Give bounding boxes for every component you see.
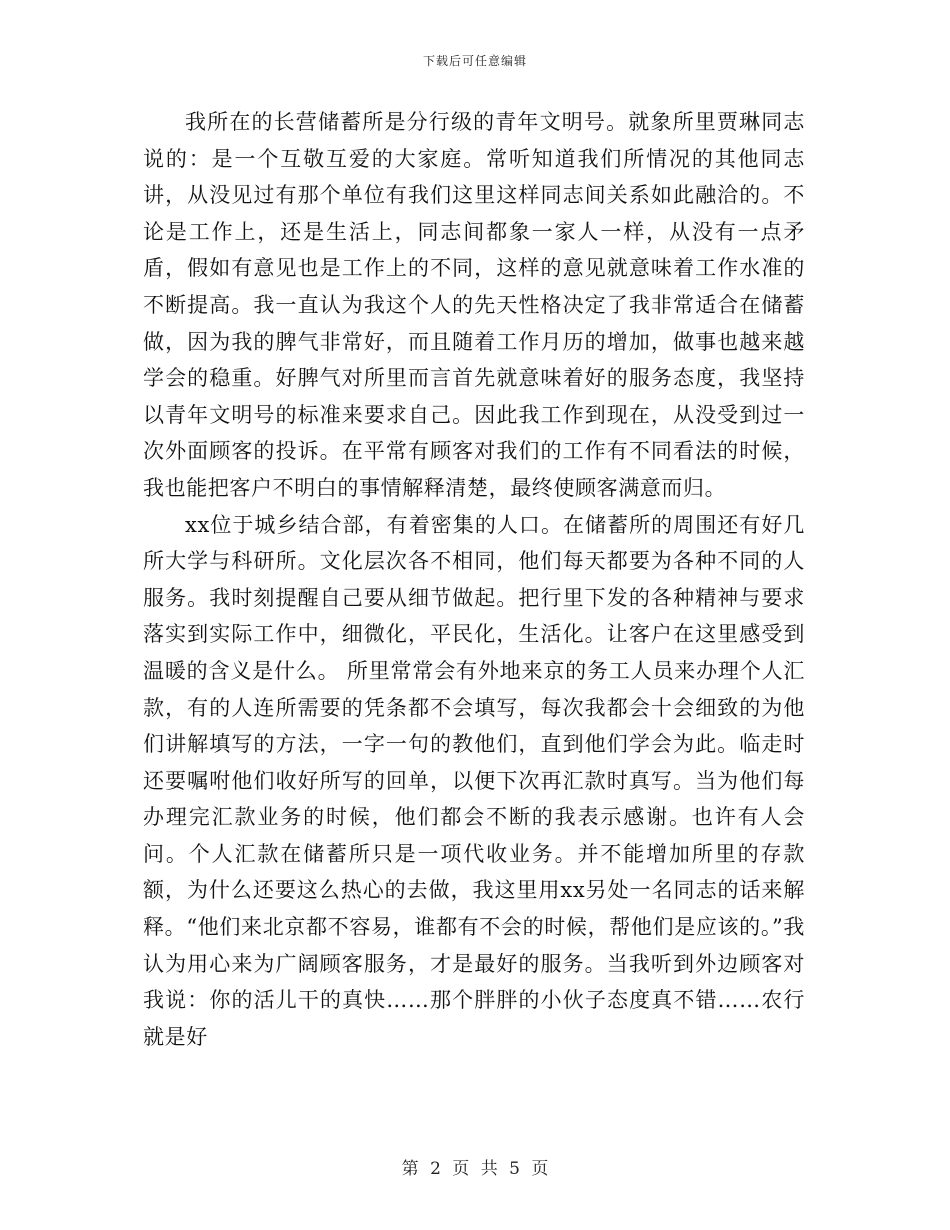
footer-middle: 页 共 <box>452 1159 498 1179</box>
paragraph-1: 我所在的长营储蓄所是分行级的青年文明号。就象所里贾琳同志说的：是一个互敬互爱的大家庭。常听知道我们所情况的其他同志讲，从没见过有那个单位有我们这里这样同志间关系如此融洽的。不论是工作上，还是生活上，同志间都象一家人一样，从没有一点矛盾，假如有意见也是工作上的不同，这样的意见就意味着工作水准的不断提高。我一直认为我这个人的先天性格决定了我非常适合在储蓄做，因为我的脾气非常好，而且随着工作月历的增加，做事也越来越学会的稳重。好脾气对所里而言首先就意味着好的服务态度，我坚持以青年文明号的标准来要求自己。因此我工作到现在，从没受到过一次外面顾客的投诉。在平常有顾客对我们的工作有不同看法的时候，我也能把客户不明白的事情解释清楚，最终使顾客满意而归。 <box>143 110 805 500</box>
page-header: 下载后可任意编辑 <box>422 54 527 68</box>
document-body <box>143 104 805 1055</box>
footer-total-pages: 5 <box>509 1159 520 1179</box>
footer-page-number: 2 <box>430 1159 441 1179</box>
page-footer <box>0 1154 950 1179</box>
footer-suffix: 页 <box>531 1159 549 1179</box>
paragraph-2: xx位于城乡结合部，有着密集的人口。在储蓄所的周围还有好几所大学与科研所。文化层次各不相同，他们每天都要为各种不同的人服务。我时刻提醒自己要从细节做起。把行里下发的各种精神与要求落实到实际工作中，细微化，平民化，生活化。让客户在这里感受到温暖的含义是什么。 所里常常会有外地来京的务工人员来办理个人汇款，有的人连所需要的凭条都不会填写，每次我都会十会细致的为他们讲解填写的方法，一字一句的教他们，直到他们学会为此。临走时还要嘱咐他们收好所写的回单，以便下次再汇款时真写。当为他们每办理完汇款业务的时候，他们都会不断的我表示感谢。也许有人会问。个人汇款在储蓄所只是一项代收业务。并不能增加所里的存款额，为什么还要这么热心的去做，我这里用xx另处一名同志的话来解释。“他们来北京都不容易，谁都有不会的时候，帮他们是应该的。”我认为用心来为广阔顾客服务，才是最好的服务。当我听到外边顾客对我说：你的活儿干的真快……那个胖胖的小伙子态度真不错……农行就是好 <box>143 512 805 1049</box>
footer-prefix: 第 <box>401 1159 419 1179</box>
